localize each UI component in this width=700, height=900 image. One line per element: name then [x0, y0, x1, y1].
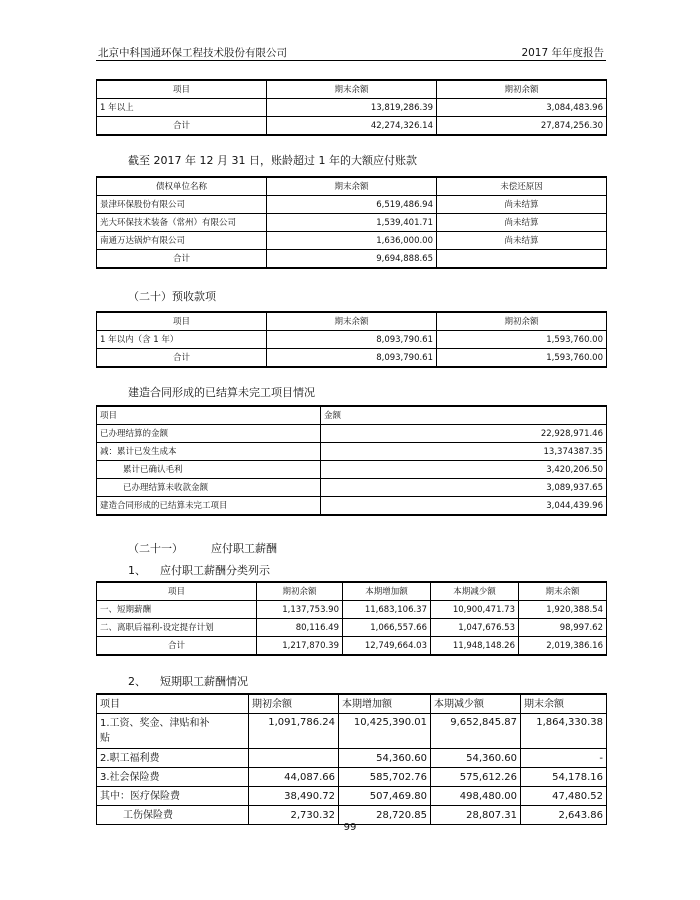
cell-line: 贴 — [100, 733, 110, 744]
table-cell — [437, 250, 607, 269]
construction-contract-table — [96, 405, 607, 516]
table-cell — [249, 749, 339, 768]
table-row — [97, 479, 607, 497]
section-title — [128, 540, 277, 556]
table-cell: 2.职工福利费 — [97, 749, 249, 768]
short-term-payroll-table — [96, 693, 607, 825]
table-cell: 3.社会保险费 — [97, 768, 249, 787]
section-title: 截至 2017 年 12 月 31 日，账龄超过 1 年的大额应付账款 — [128, 154, 417, 167]
table-cell: 10,900,471.73 — [431, 601, 519, 619]
table-row — [97, 497, 607, 516]
page-number: 99 — [343, 822, 357, 833]
header-cell: 项目 — [97, 406, 321, 425]
table-cell: 54,360.60 — [431, 749, 521, 768]
table-cell: 22,928,971.46 — [321, 425, 607, 443]
table-row — [97, 117, 607, 136]
cell-line: 1.工资、奖金、津贴和补 — [100, 718, 210, 729]
company-name: 北京中科国通环保工程技术股份有限公司 — [98, 47, 287, 59]
table-cell: 合计 — [97, 117, 267, 136]
table-header-row — [97, 177, 607, 196]
header-cell: 项目 — [97, 312, 267, 331]
header-cell: 期末余额 — [521, 694, 607, 714]
header-cell: 期初余额 — [437, 80, 607, 99]
table-row — [97, 99, 607, 117]
table-row — [97, 787, 607, 806]
table-cell: 11,683,106.37 — [343, 601, 431, 619]
table-cell: 13,819,286.39 — [267, 99, 437, 117]
header-cell: 期初余额 — [257, 582, 343, 601]
header-cell: 金额 — [321, 406, 607, 425]
table-cell: 合计 — [97, 250, 267, 269]
header-cell: 本期减少额 — [431, 694, 521, 714]
header-cell: 期末余额 — [519, 582, 607, 601]
table-cell: 28,807.31 — [431, 806, 521, 825]
table-header-row — [97, 694, 607, 714]
table-cell: 尚未结算 — [437, 196, 607, 214]
table-cell: - — [521, 749, 607, 768]
subsection-number: 1、 — [128, 564, 146, 577]
section-number: （二十一） — [128, 542, 183, 555]
subsection-title — [128, 673, 248, 689]
table-cell: 尚未结算 — [437, 232, 607, 250]
table-cell: 54,178.16 — [521, 768, 607, 787]
table-cell: 27,874,256.30 — [437, 117, 607, 136]
header-cell: 项目 — [97, 80, 267, 99]
table-row — [97, 768, 607, 787]
table-header-row — [97, 582, 607, 601]
advance-receipts-table — [96, 311, 607, 368]
table-cell: 建造合同形成的已结算未完工项目 — [97, 497, 321, 516]
table-cell: 3,044,439.96 — [321, 497, 607, 516]
table-cell: 9,652,845.87 — [431, 714, 521, 749]
header-cell: 期末余额 — [267, 80, 437, 99]
section-name: 应付职工薪酬 — [211, 542, 277, 555]
section-title: 建造合同形成的已结算未完工项目情况 — [128, 386, 315, 399]
table-cell: 1,217,870.39 — [257, 637, 343, 656]
table-cell: 11,948,148.26 — [431, 637, 519, 656]
table-cell: 1,137,753.90 — [257, 601, 343, 619]
table-cell: 南通万达锅炉有限公司 — [97, 232, 267, 250]
subsection-name: 短期职工薪酬情况 — [160, 675, 248, 688]
table-cell: 3,089,937.65 — [321, 479, 607, 497]
table-cell: 1,636,000.00 — [267, 232, 437, 250]
table-row — [97, 196, 607, 214]
table-cell: 585,702.76 — [339, 768, 431, 787]
table-row — [97, 331, 607, 349]
table-cell: 合计 — [97, 349, 267, 368]
table-cell: 1,066,557.66 — [343, 619, 431, 637]
header-cell: 债权单位名称 — [97, 177, 267, 196]
table-cell: 一、短期薪酬 — [97, 601, 257, 619]
table-header-row — [97, 312, 607, 331]
table-cell: 1,593,760.00 — [437, 331, 607, 349]
table-cell: 9,694,888.65 — [267, 250, 437, 269]
table-cell: 6,519,486.94 — [267, 196, 437, 214]
table-cell: 累计已确认毛利 — [97, 461, 321, 479]
table-cell: 已办理结算的金额 — [97, 425, 321, 443]
table-cell: 1 年以内（含 1 年） — [97, 331, 267, 349]
table-cell: 8,093,790.61 — [267, 331, 437, 349]
header-divider — [96, 60, 606, 61]
accounts-payable-aging-table — [96, 79, 607, 136]
header-cell: 期初余额 — [437, 312, 607, 331]
table-row — [97, 601, 607, 619]
table-header-row — [97, 406, 607, 425]
table-row — [97, 714, 607, 749]
table-cell: 合计 — [97, 637, 257, 656]
table-row — [97, 349, 607, 368]
table-cell: 1,864,330.38 — [521, 714, 607, 749]
table-cell: 1,920,388.54 — [519, 601, 607, 619]
header-cell: 期末余额 — [267, 177, 437, 196]
header-cell: 期末余额 — [267, 312, 437, 331]
table-cell: 减：累计已发生成本 — [97, 443, 321, 461]
table-row — [97, 250, 607, 269]
table-cell: 1,047,676.53 — [431, 619, 519, 637]
table-row — [97, 425, 607, 443]
table-cell: 其中：医疗保险费 — [97, 787, 249, 806]
payroll-classification-table — [96, 581, 607, 656]
subsection-number: 2、 — [128, 675, 146, 688]
table-cell: 尚未结算 — [437, 214, 607, 232]
header-cell: 本期增加额 — [343, 582, 431, 601]
table-cell: 景津环保股份有限公司 — [97, 196, 267, 214]
header-cell: 本期增加额 — [339, 694, 431, 714]
table-cell: 44,087.66 — [249, 768, 339, 787]
table-cell: 54,360.60 — [339, 749, 431, 768]
table-cell: 47,480.52 — [521, 787, 607, 806]
table-cell: 2,019,386.16 — [519, 637, 607, 656]
table-row — [97, 443, 607, 461]
header-cell: 期初余额 — [249, 694, 339, 714]
report-title: 2017 年年度报告 — [521, 47, 604, 59]
table-cell: 1 年以上 — [97, 99, 267, 117]
table-cell: 二、离职后福利-设定提存计划 — [97, 619, 257, 637]
header-cell: 未偿还原因 — [437, 177, 607, 196]
table-cell: 507,469.80 — [339, 787, 431, 806]
header-cell: 本期减少额 — [431, 582, 519, 601]
table-cell: 42,274,326.14 — [267, 117, 437, 136]
table-cell: 12,749,664.03 — [343, 637, 431, 656]
table-cell: 28,720.85 — [339, 806, 431, 825]
table-row — [97, 619, 607, 637]
table-row — [97, 214, 607, 232]
table-row — [97, 637, 607, 656]
table-cell: 3,420,206.50 — [321, 461, 607, 479]
subsection-name: 应付职工薪酬分类列示 — [160, 564, 270, 577]
table-cell: 575,612.26 — [431, 768, 521, 787]
subsection-title — [128, 562, 270, 578]
header-cell: 项目 — [97, 582, 257, 601]
table-row — [97, 749, 607, 768]
header-cell: 项目 — [97, 694, 249, 714]
table-cell: 498,480.00 — [431, 787, 521, 806]
table-row — [97, 461, 607, 479]
table-cell: 2,643.86 — [521, 806, 607, 825]
table-cell: 工伤保险费 — [97, 806, 249, 825]
section-title: （二十）预收款项 — [128, 290, 216, 303]
table-cell: 已办理结算未收款金额 — [97, 479, 321, 497]
table-header-row — [97, 80, 607, 99]
table-cell: 3,084,483.96 — [437, 99, 607, 117]
table-cell: 1,539,401.71 — [267, 214, 437, 232]
page-header — [96, 42, 606, 62]
table-cell: 13,374387.35 — [321, 443, 607, 461]
table-cell: 1,593,760.00 — [437, 349, 607, 368]
table-cell: 8,093,790.61 — [267, 349, 437, 368]
table-cell: 1,091,786.24 — [249, 714, 339, 749]
table-row — [97, 232, 607, 250]
table-cell: 80,116.49 — [257, 619, 343, 637]
table-cell: 光大环保技术装备（常州）有限公司 — [97, 214, 267, 232]
table-cell: 98,997.62 — [519, 619, 607, 637]
table-cell — [97, 714, 249, 749]
large-payables-table — [96, 176, 607, 269]
table-cell: 2,730.32 — [249, 806, 339, 825]
table-cell: 10,425,390.01 — [339, 714, 431, 749]
table-cell: 38,490.72 — [249, 787, 339, 806]
